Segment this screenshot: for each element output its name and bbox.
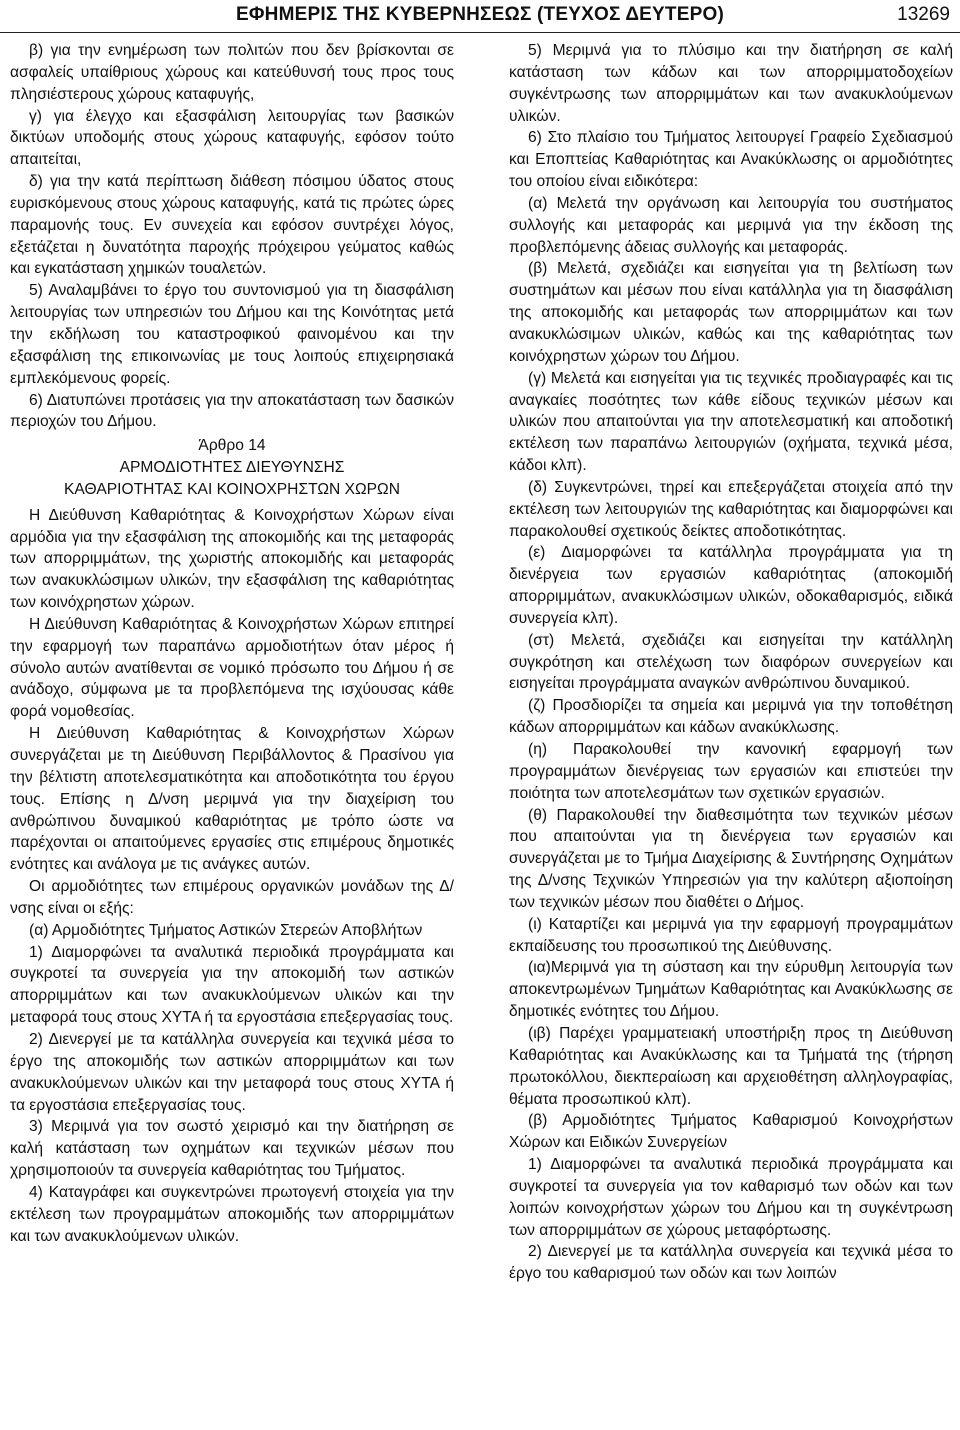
right-column [509, 40, 953, 1285]
paragraph: (α) Μελετά την οργάνωση και λειτουργία του συστήματος συλλογής και μεταφοράς και μεριμνά για την έκδοση της προβλεπόμενης άδειας συλλογής και μεταφοράς. [509, 194, 953, 256]
paragraph: (α) Αρμοδιότητες Τμήματος Αστικών Στερεών Αποβλήτων [29, 921, 423, 939]
paragraph: 5) Αναλαμβάνει το έργο του συντονισμού για τη διασφάλιση λειτουργίας των υπηρεσιών του Δήμου και της Κοινότητας μετά την εκδήλωση του καταστροφικού φαινομένου και την εξασφάλιση της επικοινωνίας με τους λοιπούς επιχειρησιακά εμπλεκόμενους φορείς. [10, 282, 454, 387]
gazette-title: ΕΦΗΜΕΡΙΣ ΤΗΣ ΚΥΒΕΡΝΗΣΕΩΣ (ΤΕΥΧΟΣ ΔΕΥΤΕΡΟ) [236, 4, 724, 25]
paragraph: (ιβ) Παρέχει γραμματειακή υποστήριξη προς τη Διεύθυνση Καθαριότητας και Ανακύκλωσης και τα Τμήματά της (τήρηση πρωτοκόλλου, διεκπεραίωση και αρχειοθέτηση αλληλογραφίας, θέματα προσωπικού κλπ). [509, 1024, 953, 1108]
paragraph: Η Διεύθυνση Καθαριότητας & Κοινοχρήστων Χώρων είναι αρμόδια για την εξασφάλιση της αποκομιδής και της μεταφοράς των απορριμμάτων, της χωριστής αποκομιδής και μεταφοράς των ανακυκλώσιμων υλικών, την εξασφάλιση της καθαριότητας των κοινόχρηστων χώρων. [10, 506, 454, 612]
paragraph: (δ) Συγκεντρώνει, τηρεί και επεξεργάζεται στοιχεία από την εκτέλεση των λειτουργιών της καθαριότητας και διαμορφώνει και παρακολουθεί σχετικούς δείκτες αποδοτικότητας. [509, 478, 953, 540]
paragraph: Η Διεύθυνση Καθαριότητας & Κοινοχρήστων Χώρων επιτηρεί την εφαρμογή των παραπάνω αρμοδιοτήτων όταν μέρος ή σύνολο αυτών ανατίθενται σε νομικό πρόσωπο του Δήμου ή σε ανάδοχο, σύμφωνα με τα προβλεπόμενα της ισχύουσας κάθε φορά νομοθεσίας. [10, 615, 454, 721]
article-heading [10, 435, 454, 501]
article-title-line-2: ΚΑΘΑΡΙΟΤΗΤΑΣ ΚΑΙ ΚΟΙΝΟΧΡΗΣΤΩΝ ΧΩΡΩΝ [64, 480, 400, 498]
paragraph: γ) για έλεγχο και εξασφάλιση λειτουργίας των βασικών δικτύων υποδομής στους χώρους καταφυγής, εφόσον τούτο απαιτείται, [10, 107, 454, 169]
paragraph: 5) Μεριμνά για το πλύσιμο και την διατήρηση σε καλή κατάσταση των κάδων και των απορριμματοδοχείων συγκέντρωσης των απορριμμάτων και των ανακυκλούμενων υλικών. [509, 42, 953, 125]
paragraph: (ζ) Προσδιορίζει τα σημεία και μεριμνά για την τοποθέτηση κάδων απορριμμάτων και κάδων ανακύκλωσης. [509, 697, 953, 737]
paragraph: 6) Στο πλαίσιο του Τμήματος λειτουργεί Γραφείο Σχεδιασμού και Εποπτείας Καθαριότητας και Ανακύκλωσης οι αρμοδιότητες του οποίου είναι ειδικότερα: [509, 129, 953, 191]
left-column [10, 40, 454, 1247]
paragraph: Οι αρμοδιότητες των επιμέρους οργανικών μονάδων της Δ/νσης είναι οι εξής: [10, 878, 454, 917]
paragraph: 4) Καταγράφει και συγκεντρώνει πρωτογενή στοιχεία για την εκτέλεση των προγραμμάτων αποκομιδής των απορριμμάτων και των ανακυκλούμενων υλικών. [10, 1183, 454, 1245]
paragraph: 2) Διενεργεί με τα κατάλληλα συνεργεία και τεχνικά μέσα το έργο του καθαρισμού των οδών και των λοιπών [509, 1243, 953, 1283]
header-divider [0, 32, 960, 33]
paragraph: (θ) Παρακολουθεί την διαθεσιμότητα των τεχνικών μέσων που απαιτούνται για τη διενέργεια των εργασιών και συνεργάζεται με το Τμήμα Διαχείρισης & Συντήρησης Οχημάτων της Δ/νσης Τεχνικών Υπηρεσιών για την καλύτερη αξιοποίηση των τεχνικών μέσων που διαθέτει ο Δήμος. [509, 806, 953, 911]
page-header [0, 0, 960, 34]
article-number: Άρθρο 14 [198, 437, 266, 455]
paragraph: δ) για την κατά περίπτωση διάθεση πόσιμου ύδατος στους ευρισκόμενους στους χώρους καταφυγής, κατά τις πρώτες ώρες παραμονής τους. Εν συνεχεία και εφόσον συντρέχει λόγος, εξετάζεται η δυνατότητα παροχής πρόχειρου γεύματος καθώς και εγκατάσταση χημικών τουαλετών. [10, 173, 454, 278]
paragraph: (γ) Μελετά και εισηγείται για τις τεχνικές προδιαγραφές και τις αναγκαίες ποσότητες των κάθε είδους τεχνικών μέσων και υλικών που απαιτούνται για την αποτελεσματική και αποδοτική εκτέλεση των παραπάνω λειτουργιών (οχήματα, τεχνικά μέσα, κάδοι κλπ). [509, 369, 953, 475]
paragraph: 6) Διατυπώνει προτάσεις για την αποκατάσταση των δασικών περιοχών του Δήμου. [10, 391, 454, 431]
paragraph: 1) Διαμορφώνει τα αναλυτικά περιοδικά προγράμματα και συγκροτεί τα συνεργεία για την αποκομιδή των αστικών απορριμμάτων και των ανακυκλούμενων υλικών και την μεταφορά τους στους ΧΥΤΑ ή τα εργοστάσια επεξεργασίας τους. [10, 943, 454, 1027]
paragraph: β) για την ενημέρωση των πολιτών που δεν βρίσκονται σε ασφαλείς υπαίθριους χώρους και κατεύθυνσή τους προς τους πλησιέστερους χώρους καταφυγής, [10, 42, 454, 103]
paragraph: 2) Διενεργεί με τα κατάλληλα συνεργεία και τεχνικά μέσα το έργο της αποκομιδής των αστικών απορριμμάτων και των ανακυκλούμενων υλικών και την μεταφορά τους στους ΧΥΤΑ ή τα εργοστάσια επεξεργασίας τους. [10, 1030, 454, 1114]
page-number: 13269 [897, 4, 950, 25]
paragraph: 3) Μεριμνά για τον σωστό χειρισμό και την διατήρηση σε καλή κατάσταση των οχημάτων και τεχνικών μέσων που χρησιμοποιούν τα συνεργεία καθαριότητας του Τμήματος. [10, 1118, 454, 1180]
paragraph: (ι) Καταρτίζει και μεριμνά για την εφαρμογή προγραμμάτων εκπαίδευσης του προσωπικού της Διεύθυνσης. [509, 915, 953, 955]
paragraph: (ε) Διαμορφώνει τα κατάλληλα προγράμματα για τη διενέργεια των εργασιών καθαριότητας (αποκομιδή απορριμμάτων, ανακυκλώσιμων υλικών, οδοκαθαρισμός, ειδικά συνεργεία κλπ). [509, 544, 953, 627]
paragraph: Η Διεύθυνση Καθαριότητας & Κοινοχρήστων Χώρων συνεργάζεται με τη Διεύθυνση Περιβάλλοντος & Πρασίνου για την βέλτιστη αποτελεσματικότητα και αποδοτικότητα του έργου τους. Επίσης η Δ/νση μεριμνά για την διαχείριση του ανθρώπινου δυναμικού καθαριότητας με τρόπο ώστε να παρέχονται οι απαιτούμενες εργασίες στις επιμέρους δημοτικές ενότητες και ανάλογα με τις ανάγκες αυτών. [10, 725, 454, 874]
paragraph: (β) Μελετά, σχεδιάζει και εισηγείται για τη βελτίωση των συστημάτων και μέσων που είναι κατάλληλα για τη διασφάλιση της αποκομιδής και μεταφοράς των απορριμμάτων και των ανακυκλώσιμων υλικών, καθώς και της καθαριότητας των κοινόχρηστων χώρων του Δήμου. [509, 260, 953, 365]
paragraph: (η) Παρακολουθεί την κανονική εφαρμογή των προγραμμάτων διενέργειας των εργασιών και επιστεύει την ποιότητα των αποτελεσμάτων των σχετικών εργασιών. [509, 741, 953, 802]
article-title-line-1: ΑΡΜΟΔΙΟΤΗΤΕΣ ΔΙΕΥΘΥΝΣΗΣ [119, 459, 345, 477]
paragraph: (β) Αρμοδιότητες Τμήματος Καθαρισμού Κοινοχρήστων Χώρων και Ειδικών Συνεργείων [509, 1112, 953, 1152]
paragraph: (στ) Μελετά, σχεδιάζει και εισηγείται την κατάλληλη συγκρότηση και στελέχωση των διαφόρων συνεργείων και εισηγείται προγράμματα αναγκών ανθρώπινου δυναμικού. [509, 631, 953, 693]
paragraph: 1) Διαμορφώνει τα αναλυτικά περιοδικά προγράμματα και συγκροτεί τα συνεργεία για τον καθαρισμό των οδών και των λοιπών κοινοχρήστων χώρων του Δήμου και τη συγκέντρωση των απορριμμάτων σε χώρους μεταφόρτωσης. [509, 1156, 953, 1239]
paragraph: (ια)Μεριμνά για τη σύσταση και την εύρυθμη λειτουργία των αποκεντρωμένων Τμημάτων Καθαριότητας και Ανακύκλωσης σε δημοτικές ενότητες του Δήμου. [509, 959, 953, 1021]
